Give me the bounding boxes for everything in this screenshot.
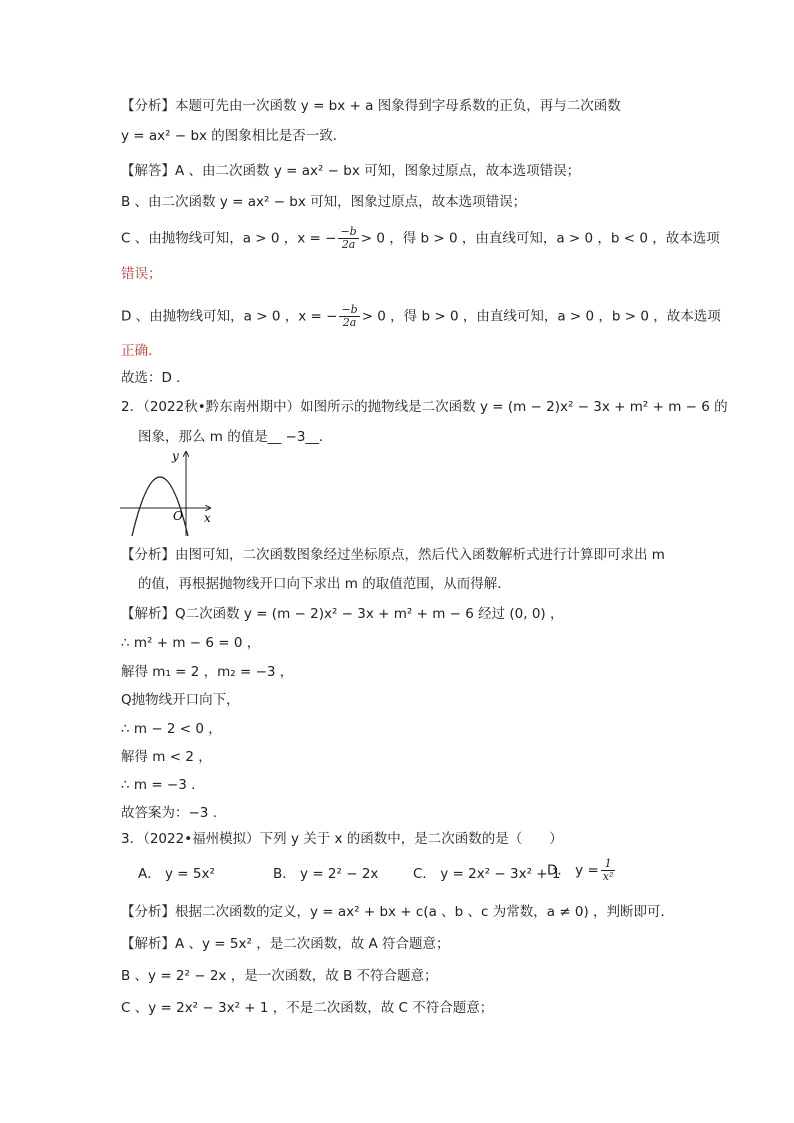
solution-2-line-1: 【解析】Q二次函数 y = (m − 2)x² − 3x + m² + m − 6 经过 (0, 0) ， (121, 606, 564, 622)
parabola-curve (132, 477, 188, 536)
options-row (121, 857, 681, 894)
origin-label: O (173, 509, 183, 523)
analysis-line-1: 【分析】本题可先由一次函数 y = bx + a 图象得到字母系数的正负，再与二次函数 (121, 98, 621, 114)
x-axis-label: x (204, 511, 211, 525)
fraction: $\frac{-b}{2a}$ (340, 225, 357, 251)
choice-line: 故选：D ． (121, 370, 190, 386)
solution-2-line-5: ∴ m − 2 < 0 ， (121, 721, 222, 737)
y-axis-label: y (172, 449, 179, 463)
analysis-2-line-2: 的值，再根据抛物线开口向下求出 m 的取值范围，从而得解． (138, 576, 511, 592)
option-b: B． y = 2² − 2x (273, 866, 379, 882)
option-a: A． y = 5x² (138, 866, 215, 882)
solution-3-line-b: B 、y = 2² − 2x ，是一次函数，故 B 不符合题意； (121, 968, 438, 984)
answer-line-c: C 、由抛物线可知，a > 0 ，x = − $\frac{-b}{2a}$ > 0 ，得 b > 0 ，由直线可知，a > 0 ，b < 0 ，故本选项 (121, 225, 720, 251)
answer-line-b: B 、由二次函数 y = ax² − bx 可知，图象过原点，故本选项错误； (121, 194, 527, 210)
solution-2-line-3: 解得 m₁ = 2 ，m₂ = −3 ， (121, 664, 294, 680)
parabola-graph (118, 448, 218, 540)
analysis-2-line-1: 【分析】由图可知，二次函数图象经过坐标原点，然后代入函数解析式进行计算即可求出 m (121, 547, 665, 563)
fraction: $\frac{1}{\text{x²}}$ (602, 857, 614, 883)
question-3-line: 3．（2022•福州模拟）下列 y 关于 x 的函数中，是二次函数的是（ ） (121, 831, 563, 847)
solution-3-line-a: 【解析】A 、y = 5x² ，是二次函数，故 A 符合题意； (121, 936, 450, 952)
solution-3-line-c: C 、y = 2x² − 3x² + 1 ，不是二次函数，故 C 不符合题意； (121, 1000, 494, 1016)
analysis-3-line: 【分析】根据二次函数的定义，y = ax² + bx + c(a 、b 、c 为常数，a ≠ 0) ，判断即可． (121, 904, 675, 920)
answer-line-d-cont: 正确． (121, 343, 162, 359)
solution-2-line-7: ∴ m = −3 ． (121, 777, 205, 793)
question-2-line-1: 2．（2022秋•黔东南州期中）如图所示的抛物线是二次函数 y = (m − 2)x² − 3x + m² + m − 6 的 (121, 399, 728, 415)
option-c: C． y = 2x² − 3x² + 1 (413, 866, 561, 882)
question-2-line-2: 图象，那么 m 的值是__ −3__． (138, 429, 333, 445)
answer-line-d: D 、由抛物线可知，a > 0 ，x = − $\frac{-b}{2a}$ > 0 ，得 b > 0 ，由直线可知，a > 0 ，b > 0 ，故本选项 (121, 303, 721, 329)
answer-line-a: 【解答】A 、由二次函数 y = ax² − bx 可知，图象过原点，故本选项错误； (121, 163, 581, 179)
analysis-line-2: y = ax² − bx 的图象相比是否一致． (121, 128, 347, 144)
solution-2-line-6: 解得 m < 2 ， (121, 749, 212, 765)
option-d: D． y = $\frac{1}{\text{x²}}$ (547, 857, 614, 883)
fraction: $\frac{-b}{2a}$ (341, 303, 358, 329)
solution-2-line-8: 故答案为：−3 ． (121, 805, 227, 821)
answer-line-c-cont: 错误； (121, 266, 162, 282)
solution-2-line-2: ∴ m² + m − 6 = 0 ， (121, 635, 261, 651)
solution-2-line-4: Q抛物线开口向下， (121, 692, 240, 708)
